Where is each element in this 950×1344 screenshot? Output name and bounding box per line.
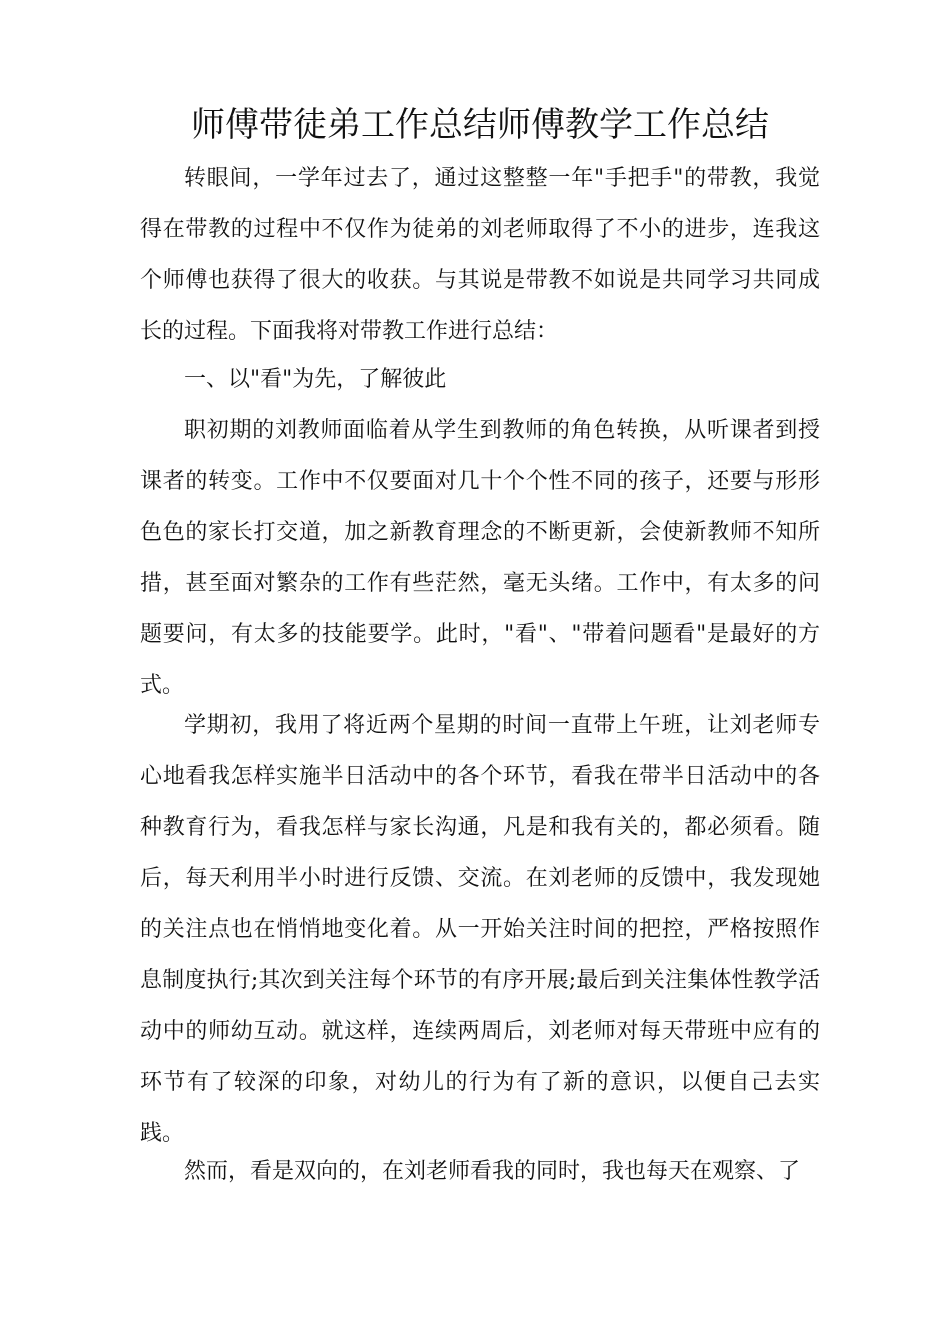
paragraph-role-transition: 职初期的刘教师面临着从学生到教师的角色转换，从听课者到授课者的转变。工作中不仅要面对几十个个性不同的孩子，还要与形形色色的家长打交道，加之新教育理念的不断更新，会使新教师不知所措，甚至面对繁杂的工作有些茫然，毫无头绪。工作中，有太多的问题要问，有太多的技能要学。此时，"看"、"带着问题看"是最好的方式。	[140, 418, 820, 698]
paragraph-observation: 然而，看是双向的，在刘老师看我的同时，我也每天在观察、了	[184, 1159, 801, 1184]
paragraph-semester-start: 学期初，我用了将近两个星期的时间一直带上午班，让刘老师专心地看我怎样实施半日活动中的各个环节，看我在带半日活动中的各种教育行为，看我怎样与家长沟通，凡是和我有关的，都必须看。随后，每天利用半小时进行反馈、交流。在刘老师的反馈中，我发现她的关注点也在悄悄地变化着。从一开始关注时间的把控，严格按照作息制度执行;其次到关注每个环节的有序开展;最后到关注集体性教学活动中的师幼互动。就这样，连续两周后，刘老师对每天带班中应有的环节有了较深的印象，对幼儿的行为有了新的意识，以便自己去实践。	[140, 713, 820, 1146]
paragraph-intro: 转眼间，一学年过去了，通过这整整一年"手把手"的带教，我觉得在带教的过程中不仅作为徒弟的刘老师取得了不小的进步，连我这个师傅也获得了很大的收获。与其说是带教不如说是共同学习共同成长的过程。下面我将对带教工作进行总结：	[140, 166, 820, 344]
section-heading-1: 一、以"看"为先，了解彼此	[184, 367, 447, 392]
document-title: 师傅带徒弟工作总结师傅教学工作总结	[191, 105, 769, 145]
